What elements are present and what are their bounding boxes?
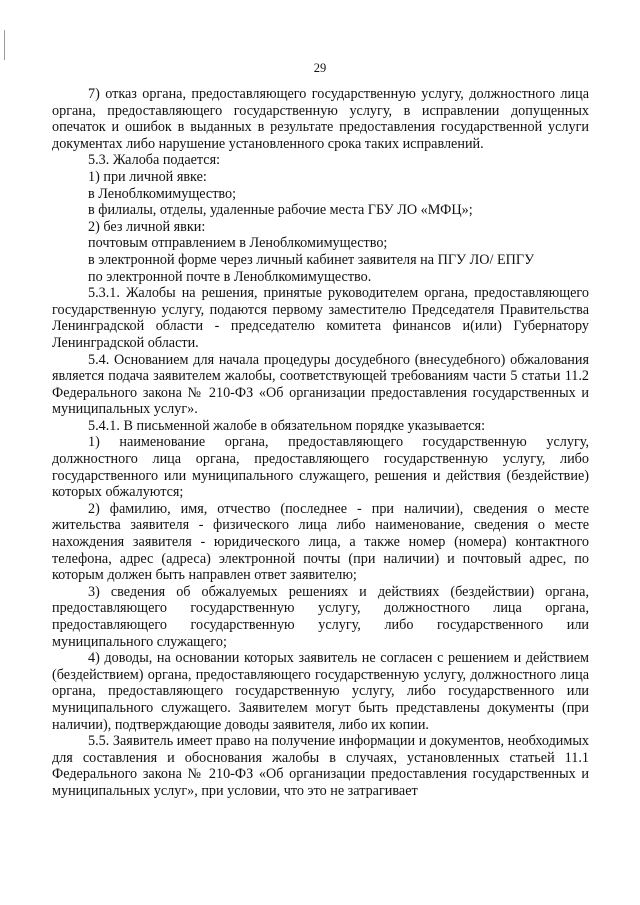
paragraph-item-4: 4) доводы, на основании которых заявитель не согласен с решением и действием (бездействием) органа, предоставляющего государственную услугу, должностного лица органа, предоставляющего государственную услугу, либо государственного или муниципального служащего. Заявителем могут быть представлены документы (при наличии), подтверждающие доводы заявителя, либо их копии.: [52, 650, 589, 733]
page-number: 29: [313, 61, 327, 75]
paragraph-remote-post: почтовым отправлением в Леноблкомимущество;: [88, 235, 388, 252]
scan-edge-mark: [4, 30, 5, 60]
document-body: [52, 86, 589, 800]
paragraph-remote-electronic: в электронной форме через личный кабинет заявителя на ПГУ ЛО/ ЕПГУ: [88, 251, 535, 268]
paragraph-remote: 2) без личной явки:: [88, 218, 206, 235]
paragraph-5-3-heading: 5.3. Жалоба подается:: [88, 152, 221, 169]
paragraph-remote-email: по электронной почте в Леноблкомимущество.: [88, 268, 372, 285]
paragraph-5-5: 5.5. Заявитель имеет право на получение информации и документов, необходимых для составления и обоснования жалобы в случаях, установленных статьей 11.1 Федерального закона № 210-ФЗ «Об организации предоставления государственных и муниципальных услуг», при условии, что это не затрагивает: [52, 733, 589, 799]
paragraph-item-2: 2) фамилию, имя, отчество (последнее - при наличии), сведения о месте жительства заявителя - физического лица либо наименование, сведения о месте нахождения заявителя - юридического лица, а также номер (номера) контактного телефона, адрес (адреса) электронной почты (при наличии) и почтовый адрес, по которым должен быть направлен ответ заявителю;: [52, 500, 589, 584]
paragraph-in-person: 1) при личной явке:: [88, 168, 207, 185]
paragraph-5-3-1: 5.3.1. Жалобы на решения, принятые руководителем органа, предоставляющего государственную услугу, подаются первому заместителю Председателя Правительства Ленинградской области - председателю комитета финансов и(или) Губернатору Ленинградской области.: [52, 285, 589, 351]
paragraph-5-4: 5.4. Основанием для начала процедуры досудебного (внесудебного) обжалования является подача заявителем жалобы, соответствующей требованиям части 5 статьи 11.2 Федерального закона № 210-ФЗ «Об организации предоставления государственных и муниципальных услуг».: [52, 351, 589, 418]
paragraph-refusal-item-7: 7) отказ органа, предоставляющего государственную услугу, должностного лица органа, предоставляющего государственную услугу, в исправлении допущенных опечаток и ошибок в выданных в результате предоставления государственной услуги документах либо нарушение установленного срока таких исправлений.: [52, 86, 589, 152]
paragraph-5-4-1: 5.4.1. В письменной жалобе в обязательном порядке указывается:: [88, 417, 486, 434]
paragraph-in-person-committee: в Леноблкомимущество;: [88, 185, 237, 202]
paragraph-item-1: 1) наименование органа, предоставляющего государственную услугу, должностного лица органа, предоставляющего государственную услугу, либо государственного или муниципального служащего, решения и действия (бездействие) которых обжалуются;: [52, 434, 589, 501]
paragraph-in-person-mfc: в филиалы, отделы, удаленные рабочие места ГБУ ЛО «МФЦ»;: [88, 202, 473, 219]
paragraph-item-3: 3) сведения об обжалуемых решениях и действиях (бездействии) органа, предоставляющего государственную услугу, должностного лица органа, предоставляющего государственную услугу, либо государственного или муниципального служащего;: [52, 583, 589, 650]
